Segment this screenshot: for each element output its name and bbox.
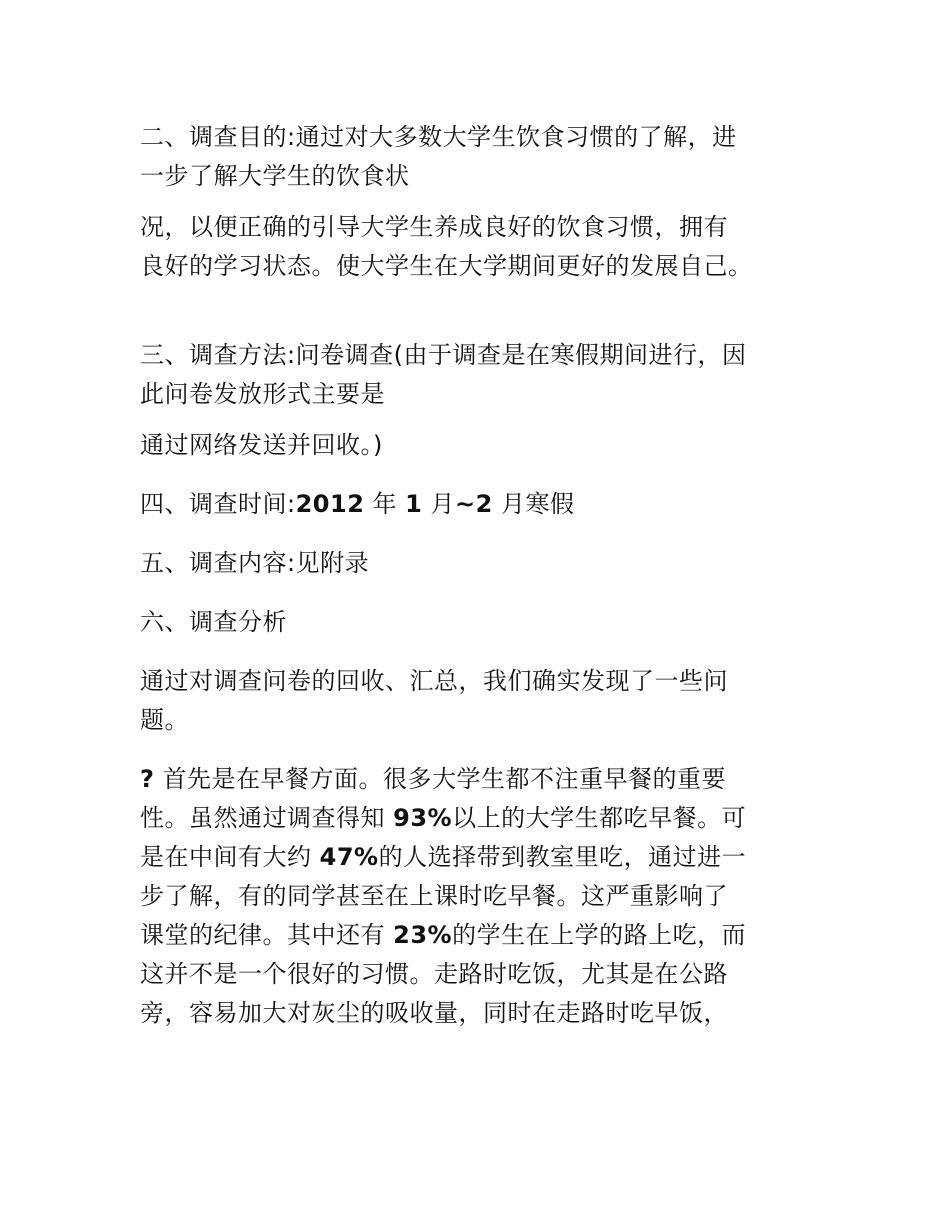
method-line-2: 此问卷发放形式主要是: [140, 380, 385, 408]
purpose-continuation: [140, 208, 812, 286]
breakfast-paragraph: [140, 760, 812, 1033]
method-cont-line: 通过网络发送并回收。): [140, 431, 383, 459]
percent-47: 47%: [319, 843, 379, 871]
breakfast-line-3a: 是在中间有大约: [140, 843, 320, 871]
section-4-time: [140, 485, 812, 524]
purpose-cont-line-2: 良好的学习状态。使大学生在大学期间更好的发展自己。: [140, 252, 753, 280]
section-3-method: [140, 336, 812, 414]
bullet-marker: ?: [140, 765, 155, 793]
time-year: 2012: [295, 490, 365, 518]
method-line-1: 三、调查方法:问卷调查(由于调查是在寒假期间进行，因: [140, 341, 747, 369]
time-month-unit: 月: [422, 490, 455, 518]
percent-93: 93%: [393, 804, 453, 832]
breakfast-line-2b: 以上的大学生都吃早餐。可: [452, 804, 747, 832]
breakfast-line-7: 旁，容易加大对灰尘的吸收量，同时在走路时吃早饭，: [140, 999, 728, 1027]
document-body: [140, 118, 812, 1053]
breakfast-line-2a: 性。虽然通过调查得知: [140, 804, 394, 832]
content-line: 五、调查内容:见附录: [140, 549, 370, 577]
time-suffix: 月寒假: [492, 490, 575, 518]
breakfast-line-4: 步了解，有的同学甚至在上课时吃早餐。这严重影响了: [140, 882, 728, 910]
time-month-end: 2: [475, 490, 493, 518]
breakfast-line-6: 这并不是一个很好的习惯。走路时吃饭，尤其是在公路: [140, 960, 728, 988]
section-6-analysis: [140, 603, 812, 642]
time-year-unit: 年: [364, 490, 406, 518]
analysis-intro: [140, 662, 812, 740]
method-continuation: [140, 426, 812, 465]
breakfast-line-5a: 课堂的纪律。其中还有: [140, 921, 394, 949]
breakfast-line-3b: 的人选择带到教室里吃，通过进一: [378, 843, 747, 871]
percent-23: 23%: [393, 921, 453, 949]
breakfast-line-5b: 的学生在上学的路上吃，而: [452, 921, 747, 949]
time-tilde: ~: [455, 490, 476, 518]
purpose-line-2: 一步了解大学生的饮食状: [140, 162, 410, 190]
section-5-content: [140, 544, 812, 583]
time-month-start: 1: [405, 490, 423, 518]
purpose-cont-line-1: 况，以便正确的引导大学生养成良好的饮食习惯，拥有: [140, 213, 728, 241]
analysis-intro-line-2: 题。: [140, 706, 189, 734]
time-label: 四、调查时间:: [140, 490, 296, 518]
section-2-purpose: [140, 118, 812, 196]
analysis-intro-line-1: 通过对调查问卷的回收、汇总，我们确实发现了一些问: [140, 667, 728, 695]
purpose-line-1: 二、调查目的:通过对大多数大学生饮食习惯的了解，进: [140, 123, 737, 151]
breakfast-line-1: 首先是在早餐方面。很多大学生都不注重早餐的重要: [154, 765, 727, 793]
analysis-heading: 六、调查分析: [140, 608, 287, 636]
